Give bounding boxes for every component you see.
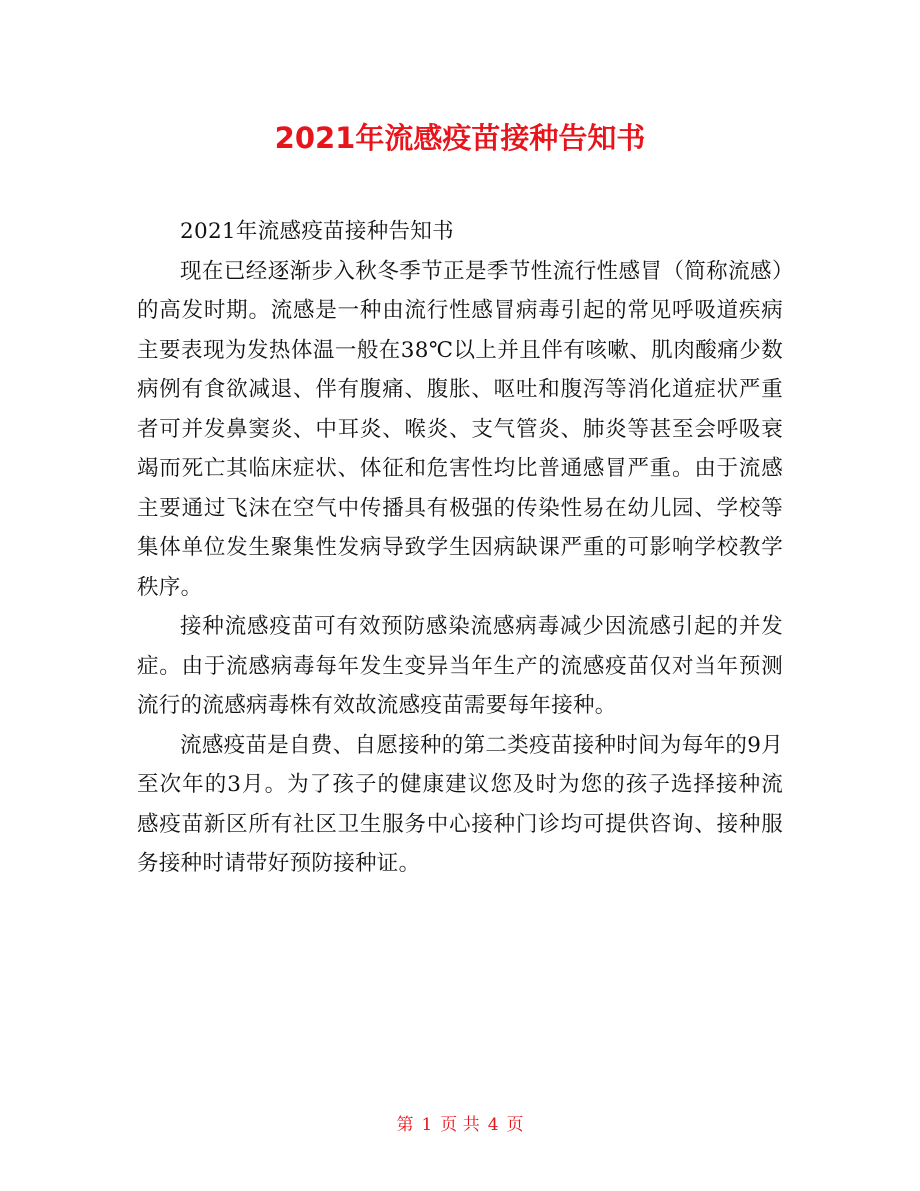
- paragraph-1: 现在已经逐渐步入秋冬季节正是季节性流行性感冒（简称流感）的高发时期。流感是一种由流行性感冒病毒引起的常见呼吸道疾病主要表现为发热体温一般在38℃以上并且伴有咳嗽、肌肉酸痛少数病例有食欲减退、伴有腹痛、腹胀、呕吐和腹泻等消化道症状严重者可并发鼻窦炎、中耳炎、喉炎、支气管炎、肺炎等甚至会呼吸衰竭而死亡其临床症状、体征和危害性均比普通感冒严重。由于流感主要通过飞沫在空气中传播具有极强的传染性易在幼儿园、学校等集体单位发生聚集性发病导致学生因病缺课严重的可影响学校教学秩序。: [137, 258, 783, 600]
- footer-page-number: 1: [421, 1115, 433, 1135]
- paragraph-heading: 2021年流感疫苗接种告知书: [180, 219, 454, 244]
- document-title: 2021年流感疫苗接种告知书: [274, 121, 646, 155]
- footer-total-pages: 4: [487, 1115, 499, 1135]
- document-body: [137, 212, 783, 884]
- footer-prefix: 第: [396, 1115, 414, 1135]
- footer-middle: 页 共: [440, 1115, 480, 1135]
- paragraph-2: 接种流感疫苗可有效预防感染流感病毒减少因流感引起的并发症。由于流感病毒每年发生变异当年生产的流感疫苗仅对当年预测流行的流感病毒株有效故流感疫苗需要每年接种。: [137, 614, 783, 718]
- paragraph-3: 流感疫苗是自费、自愿接种的第二类疫苗接种时间为每年的9月至次年的3月。为了孩子的健康建议您及时为您的孩子选择接种流感疫苗新区所有社区卫生服务中心接种门诊均可提供咨询、接种服务接种时请带好预防接种证。: [137, 732, 783, 876]
- footer-suffix: 页: [506, 1115, 524, 1135]
- page-footer: [0, 1112, 920, 1138]
